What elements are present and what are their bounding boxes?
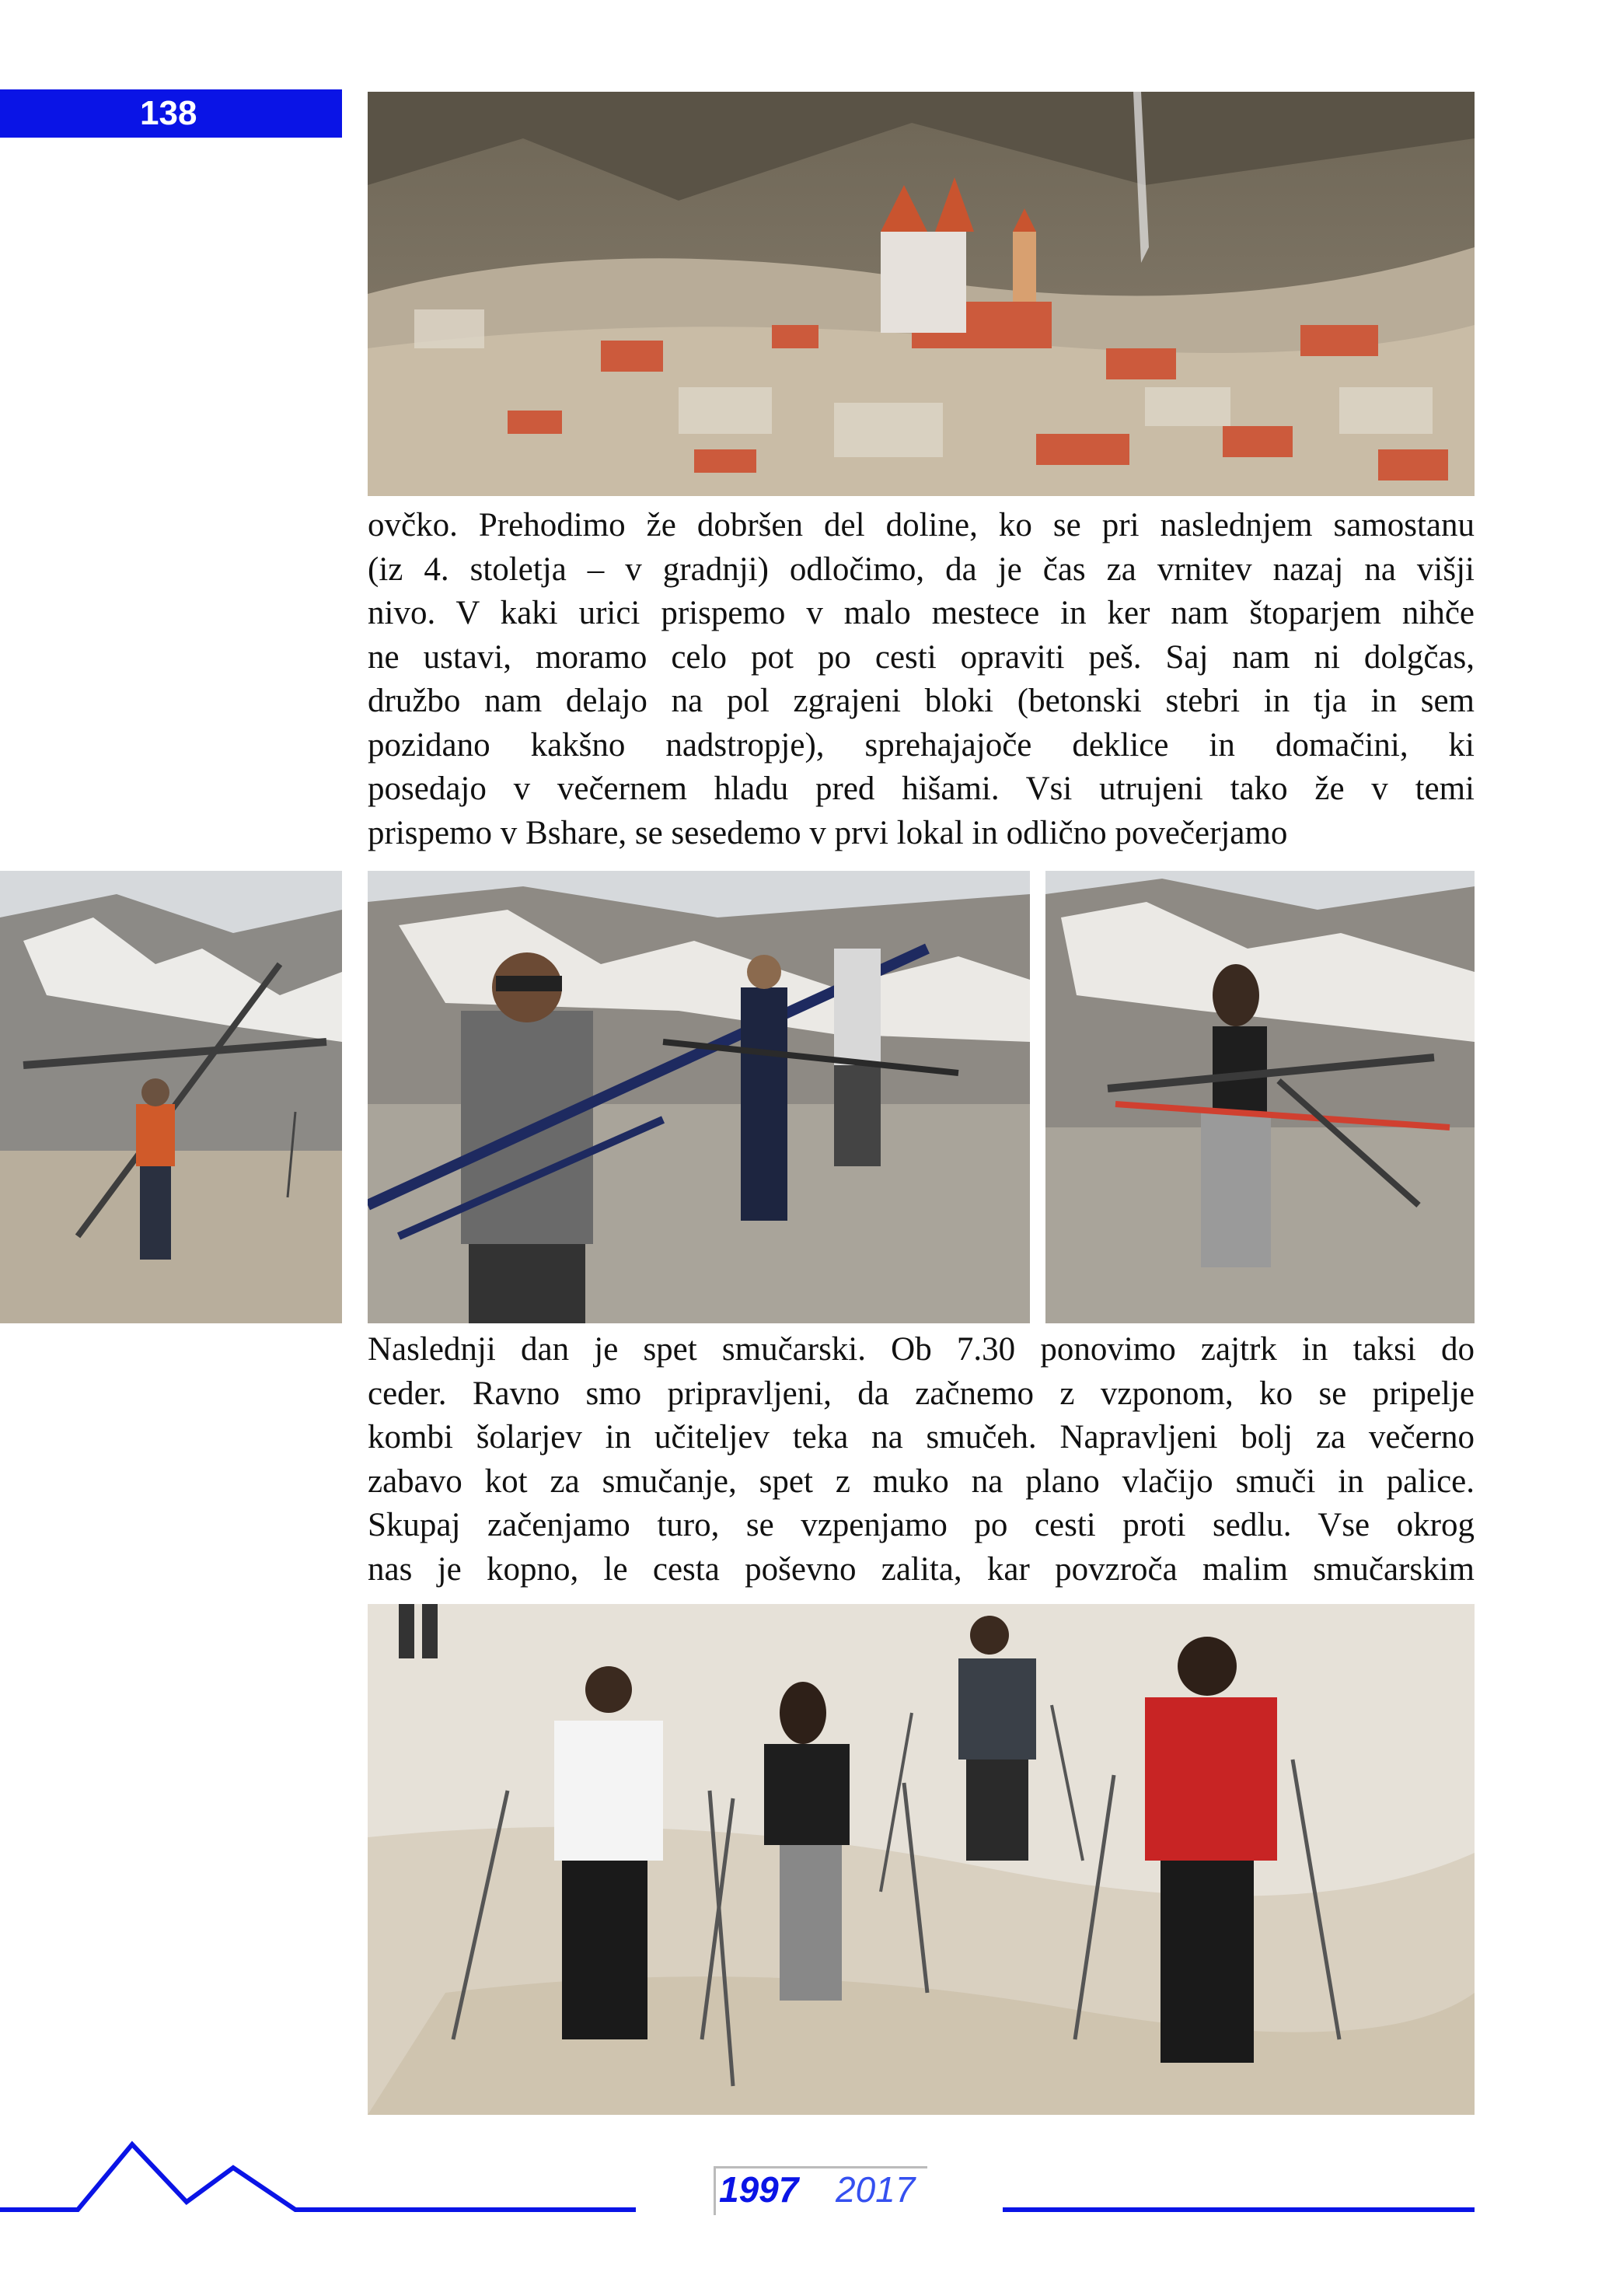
text-line: ovčko. Prehodimo že dobršen del doline, ko se pri naslednjem samostanu — [368, 507, 1475, 543]
skier-left-photo — [0, 871, 342, 1323]
footer-year-start: 1997 — [719, 2169, 799, 2210]
footer-rule-left — [342, 2207, 636, 2212]
text-line: zabavo kot za smučanje, spet z muko na plano vlačijo smuči in palice. — [368, 1463, 1475, 1500]
village-photo — [368, 92, 1475, 496]
text-line: Skupaj začenjamo turo, se vzpenjamo po cesti proti sedlu. Vse okrog — [368, 1507, 1475, 1543]
paragraph-1 — [368, 504, 1475, 855]
boys-skis-photo — [368, 871, 1030, 1323]
text-line: nas je kopno, le cesta poševno zalita, kar povzroča malim smučarskim — [368, 1550, 1475, 1588]
text-line: pozidano kakšno nadstropje), sprehajajoče deklice in domačini, ki — [368, 726, 1475, 764]
text-line: Naslednji dan je spet smučarski. Ob 7.30 ponovimo zajtrk in taksi do — [368, 1331, 1475, 1368]
text-line: nivo. V kaki urici prispemo v malo mestece in ker nam štoparjem nihče — [368, 595, 1475, 631]
girl-skis-photo — [1045, 871, 1475, 1323]
text-line: (iz 4. stoletja – v gradnji) odločimo, da je čas za vrnitev nazaj na višji — [368, 550, 1475, 588]
mountain-line-icon — [0, 2130, 342, 2216]
footer-rule-right — [1003, 2207, 1475, 2212]
text-line: ceder. Ravno smo pripravljeni, da začnemo z vzponom, ko se pripelje — [368, 1375, 1475, 1412]
skiers-snow-photo — [368, 1604, 1475, 2115]
text-line: ne ustavi, moramo celo pot po cesti opraviti peš. Saj nam ni dolgčas, — [368, 638, 1475, 676]
text-line: posedajo v večernem hladu pred hišami. Vsi utrujeni tako že v temi — [368, 771, 1475, 807]
text-line: družbo nam delajo na pol zgrajeni bloki (betonski stebri in tja in sem — [368, 683, 1475, 719]
text-line: prispemo v Bshare, se sesedemo v prvi lokal in odlično povečerjamo — [368, 814, 1288, 851]
text-line: kombi šolarjev in učiteljev teka na smučeh. Napravljeni bolj za večerno — [368, 1419, 1475, 1456]
footer-year-end: 2017 — [836, 2169, 916, 2210]
page-number: 138 — [140, 94, 197, 132]
paragraph-2 — [368, 1328, 1475, 1592]
